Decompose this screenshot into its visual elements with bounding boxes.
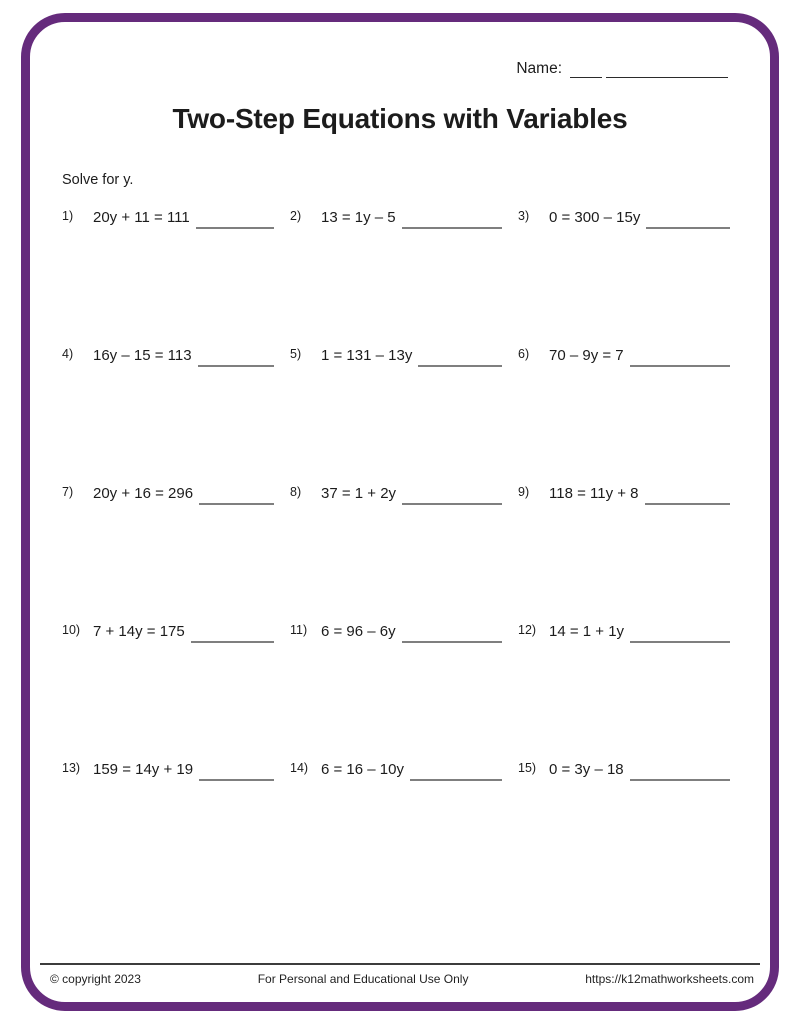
instruction-text: Solve for y. xyxy=(62,172,134,188)
problem-number: 1) xyxy=(62,208,74,223)
answer-blank xyxy=(402,484,502,505)
problem-item xyxy=(62,484,274,622)
name-blank-line xyxy=(606,61,728,78)
problem-item xyxy=(290,484,502,622)
page-title: Two-Step Equations with Variables xyxy=(172,103,628,134)
name-label: Name: xyxy=(516,60,562,77)
problem-item xyxy=(62,346,274,484)
answer-blank xyxy=(645,484,730,505)
problem-item xyxy=(518,622,730,760)
problem-number: 7) xyxy=(62,484,74,499)
problem-item xyxy=(62,622,274,760)
footer-url: https://k12mathworksheets.com xyxy=(585,972,754,986)
problem-equation: 6 = 16 – 10y xyxy=(321,761,404,778)
footer-copyright: © copyright 2023 xyxy=(50,972,141,986)
problem-number: 15) xyxy=(518,760,537,775)
name-row xyxy=(516,60,728,78)
problem-equation: 70 – 9y = 7 xyxy=(549,347,624,364)
name-blank-line xyxy=(570,61,602,78)
problem-equation: 37 = 1 + 2y xyxy=(321,485,397,502)
problem-equation: 0 = 300 – 15y xyxy=(549,209,641,226)
footer-divider xyxy=(40,963,760,965)
answer-blank xyxy=(630,622,730,643)
problem-number: 6) xyxy=(518,346,530,361)
problem-equation: 20y + 16 = 296 xyxy=(93,485,194,502)
problem-number: 8) xyxy=(290,484,302,499)
answer-blank xyxy=(630,346,730,367)
problem-equation: 14 = 1 + 1y xyxy=(549,623,625,640)
problem-equation: 16y – 15 = 113 xyxy=(93,347,192,364)
problem-item xyxy=(62,208,274,346)
problem-equation: 6 = 96 – 6y xyxy=(321,623,396,640)
problem-number: 4) xyxy=(62,346,74,361)
answer-blank xyxy=(191,622,274,643)
problem-equation: 7 + 14y = 175 xyxy=(93,623,185,640)
problem-number: 5) xyxy=(290,346,302,361)
answer-blank xyxy=(402,622,502,643)
problem-item xyxy=(518,346,730,484)
problem-equation: 13 = 1y – 5 xyxy=(321,209,396,226)
problem-number: 10) xyxy=(62,622,81,637)
problem-item xyxy=(518,484,730,622)
answer-blank xyxy=(630,760,730,781)
problem-equation: 20y + 11 = 111 xyxy=(93,209,190,226)
footer-usage-note: For Personal and Educational Use Only xyxy=(257,972,469,986)
answer-blank xyxy=(196,208,274,229)
problem-number: 3) xyxy=(518,208,530,223)
problem-equation: 118 = 11y + 8 xyxy=(549,485,639,502)
problem-item xyxy=(290,346,502,484)
problem-item xyxy=(290,208,502,346)
problem-number: 2) xyxy=(290,208,302,223)
answer-blank xyxy=(402,208,502,229)
problem-number: 14) xyxy=(290,760,309,775)
problem-number: 13) xyxy=(62,760,81,775)
problem-item xyxy=(62,760,274,898)
answer-blank xyxy=(410,760,502,781)
problem-item xyxy=(518,208,730,346)
problem-item xyxy=(518,760,730,898)
problems-grid xyxy=(62,208,730,898)
answer-blank xyxy=(199,760,274,781)
answer-blank xyxy=(199,484,274,505)
problem-item xyxy=(290,622,502,760)
answer-blank xyxy=(418,346,502,367)
problem-number: 9) xyxy=(518,484,530,499)
problem-number: 12) xyxy=(518,622,537,637)
problem-number: 11) xyxy=(290,622,308,637)
problem-item xyxy=(290,760,502,898)
answer-blank xyxy=(646,208,730,229)
problem-equation: 0 = 3y – 18 xyxy=(549,761,624,778)
answer-blank xyxy=(198,346,274,367)
problem-equation: 1 = 131 – 13y xyxy=(321,347,413,364)
footer xyxy=(50,972,754,986)
problem-equation: 159 = 14y + 19 xyxy=(93,761,194,778)
